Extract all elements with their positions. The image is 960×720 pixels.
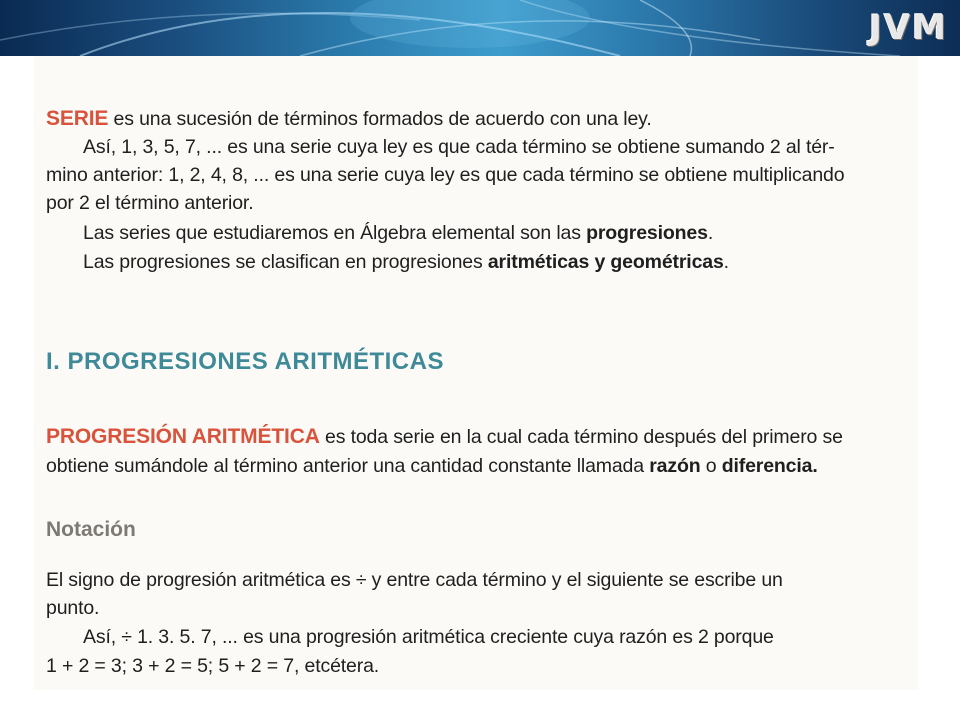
notation-line-2 bbox=[46, 594, 892, 622]
progresion-definition-line-1 bbox=[46, 423, 892, 451]
notation-line-1 bbox=[46, 566, 892, 594]
notation-text-3: Así, ÷ 1. 3. 5. 7, ... es una progresión aritmética creciente cuya razón es 2 porque bbox=[83, 626, 774, 648]
progresion-definition-line-2 bbox=[46, 452, 892, 480]
clasificacion-paragraph bbox=[46, 248, 892, 276]
textbook-page bbox=[34, 56, 918, 690]
serie-definition bbox=[46, 105, 892, 133]
serie-example-text-3: por 2 el término anterior. bbox=[46, 192, 254, 214]
notation-line-4 bbox=[46, 652, 892, 680]
clasificacion-end: . bbox=[723, 251, 729, 273]
banner-arcs-decoration bbox=[0, 0, 960, 56]
notation-heading: Notación bbox=[46, 518, 136, 541]
serie-example-text-2: mino anterior: 1, 2, 4, 8, ... es una serie cuya ley es que cada término se obtiene multiplicando bbox=[46, 164, 845, 186]
term-progresion-aritmetica: PROGRESIÓN ARITMÉTICA bbox=[46, 425, 320, 448]
progresiones-paragraph bbox=[46, 219, 892, 247]
serie-example-text-1: Así, 1, 3, 5, 7, ... es una serie cuya ley es que cada término se obtiene sumando 2 al tér- bbox=[83, 136, 835, 158]
progresiones-end: . bbox=[707, 222, 714, 244]
notation-text-1: El signo de progresión aritmética es ÷ y entre cada término y el siguiente se escribe un bbox=[46, 569, 783, 591]
notation-line-3 bbox=[46, 623, 892, 651]
section-title: I. PROGRESIONES ARITMÉTICAS bbox=[46, 348, 444, 375]
diferencia-bold: diferencia. bbox=[721, 455, 818, 477]
jvm-logo: JVM bbox=[869, 8, 948, 48]
razon-connector: o bbox=[700, 455, 722, 477]
clasificacion-text: Las progresiones se clasifican en progresiones bbox=[83, 251, 488, 273]
serie-definition-text: es una sucesión de términos formados de acuerdo con una ley. bbox=[108, 108, 652, 130]
progresiones-bold: progresiones bbox=[586, 222, 708, 244]
progresiones-text: Las series que estudiaremos en Álgebra elemental son las bbox=[83, 222, 587, 244]
serie-example-line-1 bbox=[46, 133, 892, 161]
progresion-definition-text-1: es toda serie en la cual cada término después del primero se bbox=[319, 426, 843, 448]
notation-text-4: 1 + 2 = 3; 3 + 2 = 5; 5 + 2 = 7, etcétera. bbox=[46, 655, 380, 677]
term-serie: SERIE bbox=[46, 107, 109, 130]
header-banner bbox=[0, 0, 960, 56]
serie-example-line-3 bbox=[46, 189, 892, 217]
clasificacion-bold: aritméticas y geométricas bbox=[487, 251, 724, 273]
notation-text-2: punto. bbox=[46, 597, 100, 619]
progresion-definition-text-2: obtiene sumándole al término anterior una cantidad constante llamada bbox=[46, 455, 650, 477]
razon-bold: razón bbox=[649, 455, 701, 477]
serie-example-line-2 bbox=[46, 161, 892, 189]
